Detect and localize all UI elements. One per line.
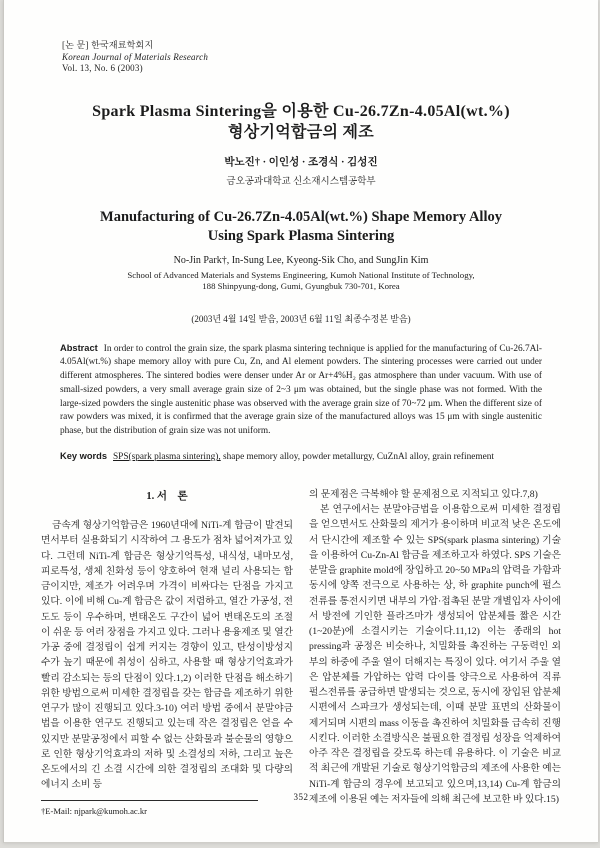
received-dates-line: (2003년 4월 14일 받음, 2003년 6월 11일 최종수정본 받음) bbox=[191, 313, 411, 324]
affiliation-english-line1: School of Advanced Materials and Systems Engineering, Kumoh National Institute of Technology, bbox=[127, 269, 475, 280]
paper-title-english-line2: Using Spark Plasma Sintering bbox=[207, 227, 395, 244]
right-column bbox=[309, 487, 561, 819]
keywords-paragraph bbox=[60, 450, 542, 465]
left-column bbox=[41, 487, 293, 819]
paper-title-english-line1: Manufacturing of Cu-26.7Zn-4.05Al(wt.%) Shape Memory Alloy bbox=[100, 208, 502, 225]
footnote-email: †E-Mail: njpark@kumoh.ac.kr bbox=[41, 805, 147, 816]
journal-volume-line: Vol. 13, No. 6 (2003) bbox=[62, 63, 143, 73]
affiliation-english-line2: 188 Shinpyung-dong, Gumi, Gyungbuk 730-701, Korea bbox=[202, 281, 400, 291]
journal-name: Korean Journal of Materials Research bbox=[62, 51, 209, 62]
paper-title-korean-line1: Spark Plasma Sintering을 이용한 Cu-26.7Zn-4.05Al(wt.%) bbox=[92, 102, 510, 120]
two-column-body bbox=[41, 487, 561, 819]
journal-category-line: [논 문] 한국재료학회지 bbox=[62, 40, 154, 50]
page-number: 352 bbox=[293, 792, 309, 802]
paper-title-korean bbox=[4, 101, 598, 143]
affiliation-english bbox=[4, 270, 598, 293]
journal-info-block bbox=[62, 40, 598, 75]
section-1-heading: 1. 서 론 bbox=[146, 490, 188, 502]
keywords-label: Key words bbox=[60, 451, 108, 462]
paper-title-english bbox=[4, 208, 598, 246]
authors-english: No-Jin Park†, In-Sung Lee, Kyeong-Sik Cho, and SungJin Kim bbox=[173, 254, 429, 266]
intro-paragraph-left: 금속계 형상기억합금은 1960년대에 NiTi-계 합금이 발견되면서부터 실용화되기 시작하여 그 용도가 점차 넓어져가고 있다. 그런데 NiTi-계 합금은 형상기억특성, 내식성, 내마모성, 피로특성, 생체 친화성 등이 양호하여 현재 널리 사용되는 합금이지만, 제조가 어려우며 가격이 비싸다는 단점을 가지고 있다. 이에 비해 Cu-계 합금은 값이 저렴하고, 열간 가공성, 전도도 등이 우수하며, 변태온도 구간이 넓어 변태온도의 조절이 쉬운 등 여러 장점을 가지고 있다. 그러나 용융제조 및 열간가공 중에 결정립이 쉽게 커지는 경향이 있고, 탄성이방성지수가 높기 때문에 취성이 심하고, 사용할 때 형상기억효과가 빨리 감소되는 등의 단점이 있다.1,2) 이러한 단점을 해소하기 위한 방법으로써 미세한 결정립을 갖는 합금을 제조하기 위한 연구가 많이 진행되고 있다.3-10) 여러 방법 중에서 분말야금법을 이용한 연구도 진행되고 있는데 작은 결정립은 얻을 수 있지만 분말공정에서 피할 수 없는 산화물과 불순물의 영향으로 인한 형상기억효과의 저하 및 소결성의 저하, 그리고 높은 온도에서의 긴 소결 시간에 의한 결정립의 조대화 및 다량의 에너지 소비 등 bbox=[41, 520, 293, 791]
intro-paragraph-2: 본 연구에서는 분말야금법을 이용함으로써 미세한 결정립을 얻으면서도 산화물의 제거가 용이하며 비교적 낮은 온도에서 단시간에 제조할 수 있는 SPS(spark plasma sintering) 기술을 이용하여 Cu-Zn-Al 합금을 제조하고자 하였다. SPS 기술은 분말을 graphite mold에 장입하고 20~50 MPa의 압력을 가함과 동시에 양쪽 전극으로 사용하는 상, 하 graphite punch에 펄스전류를 통전시키면 내부의 가압·접촉된 분말 개별입자 사이에서 방전에 기인한 플라즈마가 생성되어 압분체를 짧은 시간(1~20분)에 소결시키는 기술이다.11,12) 이는 종래의 hot pressing과 공정은 비슷하나, 치밀화를 촉진하는 구동력인 외부의 하중에 주울 열이 더해지는 특징이 있다. 여기서 주울 열은 압분체를 가압하는 압력 다이를 양극으로 사용하여 직류 펄스전류를 공급하면 발생되는 것으로, 동시에 장입된 압분체 시편에서 스파크가 생성되는데, 이때 분말 표면의 산화물이 제거되며 시편의 mass 이동을 촉진하여 치밀화를 급속히 진행시킨다. 이러한 소결방식은 불필요한 결정립 성장을 억제하여 아주 작은 결정립을 갖도록 하는데 유용하다. 이 기술은 비교적 최근에 개발된 기술로 형상기억합금의 제조에 사용한 예는 NiTi-계 합금의 경우에 보고되고 있으며,13,14) Cu-계 합금의 제조에 이용된 예는 저자들에 의해 최근에 보고한 바 있다.15) bbox=[309, 504, 561, 805]
intro-paragraph-continued: 의 문제점은 극복해야 할 문제점으로 지적되고 있다.7,8) bbox=[309, 488, 538, 500]
abstract-text: In order to control the grain size, the spark plasma sintering technique is applied for the manufacturing of Cu-26.7Al-4.05Al(wt.%) shape memory alloy with pure Cu, Zn, and Al element powders. The sintering processes were carried out under different atmospheres. The sintered bodies were denser under Ar or Ar+4%H₂ gas atmosphere than under vacuum. With use of small-sized powders, a very small average grain size of 2~3 μm was obtained, but the single phase was not formed. With the large-sized powders the single austenitic phase was observed with the average grain size of 70~72 μm. When the different size of raw powders was mixed, it is confirmed that the average grain size of the manufactured alloys was 15 μm with single austenitic phase, but the distribution of grain size was not uniform. bbox=[60, 343, 542, 437]
abstract-paragraph bbox=[60, 342, 542, 440]
keywords-rest: shape memory alloy, powder metallurgy, CuZnAl alloy, grain refinement bbox=[220, 452, 494, 463]
authors-korean: 박노진† · 이인성 · 조경식 · 김성진 bbox=[224, 156, 378, 168]
paper-page bbox=[3, 0, 598, 843]
keywords-underlined-term: SPS(spark plasma sintering), bbox=[113, 452, 221, 463]
abstract-label: Abstract bbox=[60, 342, 98, 353]
paper-title-korean-line2: 형상기억합금의 제조 bbox=[227, 123, 375, 141]
affiliation-korean: 금오공과대학교 신소재시스템공학부 bbox=[226, 176, 376, 187]
